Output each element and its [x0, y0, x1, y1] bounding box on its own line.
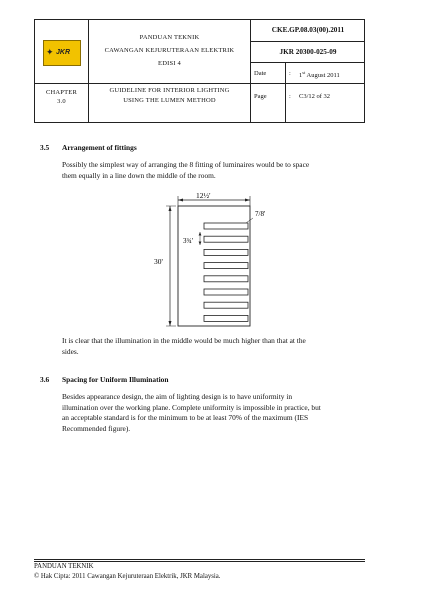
header-divider	[250, 20, 251, 123]
chapter-number: 3.0	[57, 98, 66, 105]
page-label: Page	[254, 93, 267, 100]
date-month-year: August 2011	[306, 72, 340, 80]
luminaire-layout-diagram	[140, 188, 280, 328]
date-value	[299, 70, 340, 79]
paragraph-line: an acceptable standard is for the minimum to be at least 70% of the maximum (IES	[62, 413, 309, 423]
org-line-2: CAWANGAN KEJURUTERAAN ELEKTRIK	[104, 47, 235, 54]
luminaire	[204, 302, 248, 308]
guideline-title-1: GUIDELINE FOR INTERIOR LIGHTING	[109, 87, 230, 94]
spacing-label: 3¾'	[183, 237, 194, 245]
paragraph-line: It is clear that the illumination in the middle would be much higher than that at the	[62, 336, 306, 345]
jkr-logo	[43, 40, 81, 66]
luminaire-group	[204, 223, 248, 321]
height-label: 30'	[154, 257, 163, 266]
illumination-paragraph	[62, 336, 366, 357]
date-separator: :	[289, 70, 291, 77]
page-number: C3/12 of 32	[299, 93, 331, 100]
document-header	[34, 19, 365, 123]
section-35-title: Arrangement of fittings	[62, 143, 137, 152]
paragraph-line: Possibly the simplest way of arranging the 8 fitting of luminaires would be to space	[62, 160, 310, 169]
gap-pointer	[246, 218, 253, 223]
org-line-1: PANDUAN TEKNIK	[139, 34, 200, 41]
header-divider	[285, 83, 286, 123]
header-divider	[250, 41, 365, 42]
logo-text: JKR	[56, 49, 71, 56]
luminaire	[204, 315, 248, 321]
footer-title: PANDUAN TEKNIK	[34, 563, 94, 570]
guideline-title-2: USING THE LUMEN METHOD	[123, 97, 216, 104]
org-line-3: EDISI 4	[158, 60, 181, 67]
footer-rule	[34, 561, 365, 562]
paragraph-line: illumination over the working plane. Complete uniformity is impossible in practice, but	[62, 402, 321, 412]
luminaire	[204, 223, 248, 229]
gap-label: 7/8'	[255, 210, 266, 218]
section-36-title: Spacing for Uniform Illumination	[62, 375, 169, 384]
date-label: Date	[254, 70, 267, 77]
luminaire	[204, 236, 248, 242]
header-divider	[285, 62, 286, 83]
date-day: 1	[299, 72, 303, 80]
luminaire	[204, 276, 248, 282]
section-36-paragraph	[62, 392, 366, 434]
chapter-label: CHAPTER	[45, 89, 77, 96]
width-label: 12½'	[196, 191, 211, 200]
ref-code: JKR 20300-025-09	[279, 48, 337, 56]
luminaire	[204, 263, 248, 269]
luminaire	[204, 249, 248, 255]
paragraph-line: Besides appearance design, the aim of lighting design is to have uniformity in	[62, 392, 293, 401]
section-36-number: 3.6	[40, 375, 50, 384]
date-suffix: st	[302, 70, 306, 75]
paragraph-line: them equally in a line down the middle of the room.	[62, 170, 216, 180]
header-divider	[250, 62, 365, 63]
section-35-paragraph	[62, 160, 366, 181]
luminaire	[204, 289, 248, 295]
paragraph-line: sides.	[62, 346, 79, 356]
section-35-number: 3.5	[40, 143, 50, 152]
footer-rule	[34, 559, 365, 560]
doc-code: CKE.GP.08.03(00).2011	[271, 26, 345, 34]
footer-copyright: © Hak Cipta: 2011 Cawangan Kejuruteraan Elektrik, JKR Malaysia.	[34, 573, 221, 580]
paragraph-line: Recommended figure).	[62, 423, 131, 433]
header-divider	[35, 83, 365, 84]
page-separator: :	[289, 93, 291, 100]
logo-emblem-icon: ✦	[46, 47, 54, 57]
